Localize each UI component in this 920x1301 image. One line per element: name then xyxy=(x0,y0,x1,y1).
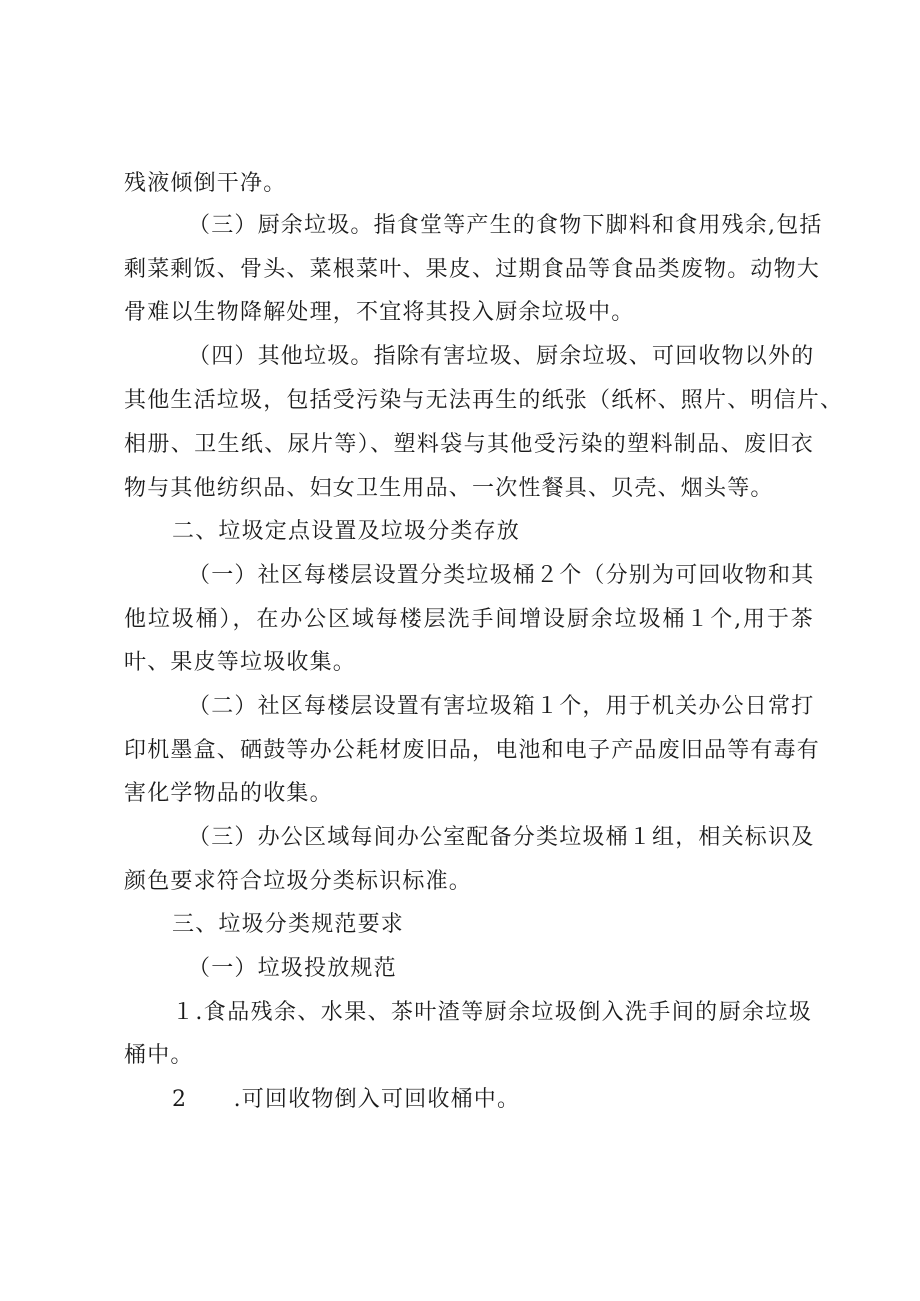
section-heading: 三、垃圾分类规范要求 xyxy=(172,912,405,937)
text-line: （三）办公区域每间办公室配备分类垃圾桶１组，相关标识及 xyxy=(188,825,815,850)
text-line: 害化学物品的收集。 xyxy=(124,781,333,806)
text-line: 桶中。 xyxy=(124,1043,194,1068)
text-line: 残液倾倒干净。 xyxy=(124,171,287,196)
text-line: 剩菜剩饭、骨头、菜根菜叶、果皮、过期食品等食品类废物。动物大 xyxy=(124,257,821,282)
text-line: 2 .可回收物倒入可回收桶中。 xyxy=(172,1087,521,1112)
text-line: （一）社区每楼层设置分类垃圾桶２个（分别为可回收物和其 xyxy=(188,563,815,588)
text-line: （二）社区每楼层设置有害垃圾箱１个，用于机关办公日常打 xyxy=(188,694,815,719)
subsection-heading: （一）垃圾投放规范 xyxy=(188,956,397,981)
text-line: 骨难以生物降解处理，不宜将其投入厨余垃圾中。 xyxy=(124,300,635,325)
text-line: （四）其他垃圾。指除有害垃圾、厨余垃圾、可回收物以外的 xyxy=(188,344,815,369)
text-line: （三）厨余垃圾。指食堂等产生的食物下脚料和食用残余,包括 xyxy=(188,213,823,238)
text-line: 叶、果皮等垃圾收集。 xyxy=(124,650,357,675)
text-line: 印机墨盒、硒鼓等办公耗材废旧品，电池和电子产品废旧品等有毒有 xyxy=(124,738,821,763)
text-line: １.食品残余、水果、茶叶渣等厨余垃圾倒入洗手间的厨余垃圾 xyxy=(172,1000,812,1025)
text-line: 颜色要求符合垃圾分类标识标准。 xyxy=(124,869,473,894)
text-line: 他垃圾桶），在办公区域每楼层洗手间增设厨余垃圾桶１个,用于茶 xyxy=(124,607,814,632)
text-line: 其他生活垃圾，包括受污染与无法再生的纸张（纸杯、照片、明信片、 xyxy=(124,388,844,413)
text-line: 物与其他纺织品、妇女卫生用品、一次性餐具、贝壳、烟头等。 xyxy=(124,476,774,501)
text-line: 相册、卫生纸、尿片等）、塑料袋与其他受污染的塑料制品、废旧衣 xyxy=(124,432,814,457)
section-heading: 二、垃圾定点设置及垃圾分类存放 xyxy=(172,519,521,544)
